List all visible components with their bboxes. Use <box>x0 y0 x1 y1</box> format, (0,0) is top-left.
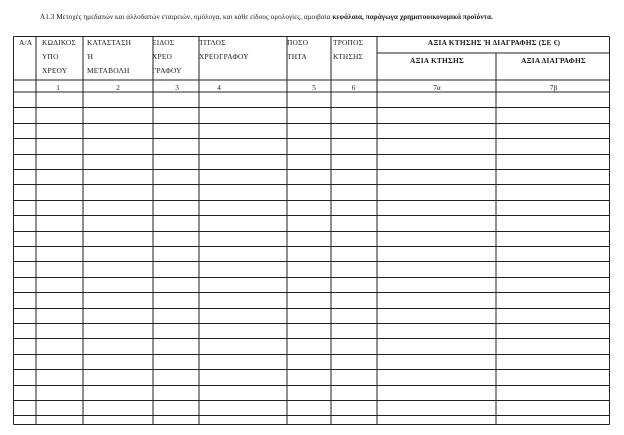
document-title <box>40 13 610 22</box>
column-number-1: 1 <box>56 84 60 92</box>
document-title-bold-text: κεφάλαια, παράγωγα χρηματοοικονομικά προϊόντα. <box>332 13 493 21</box>
header-tropos-ktisis: ΤΡΟΠΟΣ ΚΤΗΣΗΣ <box>333 38 364 61</box>
column-number-2: 2 <box>116 84 120 92</box>
header-axia-ktisis: ΑΞΙΑ ΚΤΗΣΗΣ <box>409 56 465 65</box>
column-number-3: 3 <box>175 84 179 92</box>
header-titlos-xreografou: ΤΙΤΛΟΣ ΧΡΕΟΓΡΑΦΟΥ <box>199 38 249 61</box>
header-axia-diagrafis: ΑΞΙΑ ΔΙΑΓΡΑΦΗΣ <box>521 56 586 65</box>
header-axia-group: ΑΞΙΑ ΚΤΗΣΗΣ Ή ΔΙΑΓΡΑΦΗΣ (ΣΕ €) <box>427 38 561 47</box>
header-kodikos-ypoxreou: ΚΩΔΙΚΟΣ ΥΠΟ ΧΡΕΟΥ <box>42 38 76 75</box>
header-katastasi-metavoli: ΚΑΤΑΣΤΑΣΗ Ή ΜΕΤΑΒΟΛΗ <box>87 38 132 75</box>
header-posotita: ΠΟΣΟ ΤΗΤΑ <box>287 38 309 61</box>
column-number-4: 4 <box>217 84 221 92</box>
column-number-6: 6 <box>351 84 356 92</box>
table-grid-lines <box>13 36 610 425</box>
document-title-text: A1.3 Μετοχές ημεδαπών και αλλοδαπών εταιρειών, ομόλογα, και κάθε είδους ομολογίες, αμοιβαία <box>40 13 333 21</box>
column-number-7b: 7β <box>549 84 558 92</box>
header-aa: Α/Α <box>19 38 33 47</box>
column-number-5: 5 <box>312 84 316 92</box>
column-number-7a: 7α <box>433 84 441 92</box>
holdings-table <box>13 36 610 425</box>
header-eidos-xreografou: ΕΙΔΟΣ ΧΡΕΟ ΓΡΑΦΟΥ <box>152 38 182 75</box>
